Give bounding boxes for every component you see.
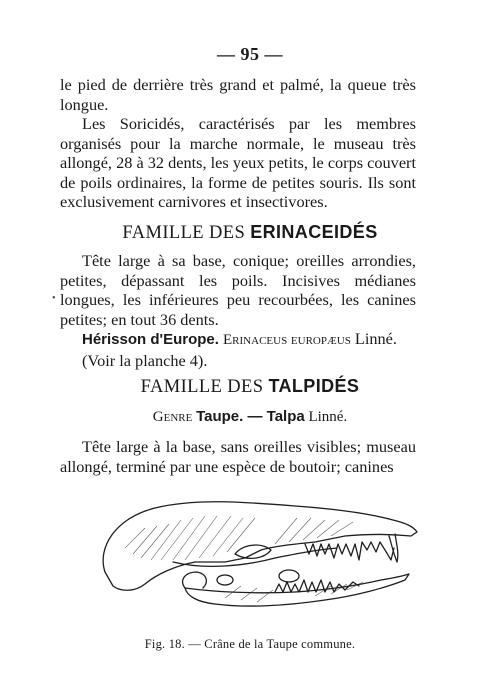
orbit [235,545,271,558]
heading-prefix: FAMILLE DES [140,377,269,397]
genre-name: Taupe. — Talpa [196,408,305,425]
figure-caption: Fig. 18. — Crâne de la Taupe commune. [144,637,356,651]
continuation-line: le pied de derrière très grand et palmé, la queue très [60,75,416,94]
paragraph-soricides: Les Soricidés, caractérisés par les membres organisés pour la marche normale, le museau très allongé, 28 à 32 dents, les yeux petits, le corps couvert de poils ordinaires, la forme de petites souris. Ils sont exclusivement carnivores et insectivores. [60,114,416,212]
genre-line [0,408,500,426]
family-heading-erinaceides [0,222,500,244]
plate-reference: (Voir la planche 4). [82,350,208,370]
paragraph-erinaceides: Tête large à sa base, conique; oreilles arrondies, petites, dépassant les poils. Incisives médianes longues, les inférieures peu recourbées, les canines petites; en tout 36 dents. [60,251,416,329]
print-speck: • [52,293,56,304]
heading-family-name: TALPIDÉS [268,376,360,396]
species-line [60,329,416,351]
upper-teeth [305,542,394,560]
skull-outline [103,502,417,591]
species-author: Linné. [350,329,397,349]
jaw-condyle [183,572,207,588]
text-block-continuation [60,75,416,114]
paragraph-talpides: Tête large à la base, sans oreilles visibles; museau allongé, terminé par une espèce de boutoir; canines [60,437,416,476]
text-block-erinaceides [60,251,416,371]
continuation-line-end: longue. [60,94,109,114]
text-block-soricides [60,114,416,212]
foramen [217,575,233,585]
species-latin-name: Erinaceus europæus [223,332,351,349]
mole-skull-illustration [75,488,425,628]
genre-label: Genre [152,409,193,425]
genre-author: Linné. [304,409,348,425]
text-block-talpides [60,437,416,476]
zygomatic-arch [173,548,337,566]
foramen [279,570,299,582]
page-number: — 95 — [217,44,283,64]
species-common-name: Hérisson d'Europe. [82,331,219,349]
heading-family-name: ERINACEIDÉS [250,222,378,242]
family-heading-talpides [0,376,500,398]
heading-prefix: FAMILLE DES [122,223,251,243]
